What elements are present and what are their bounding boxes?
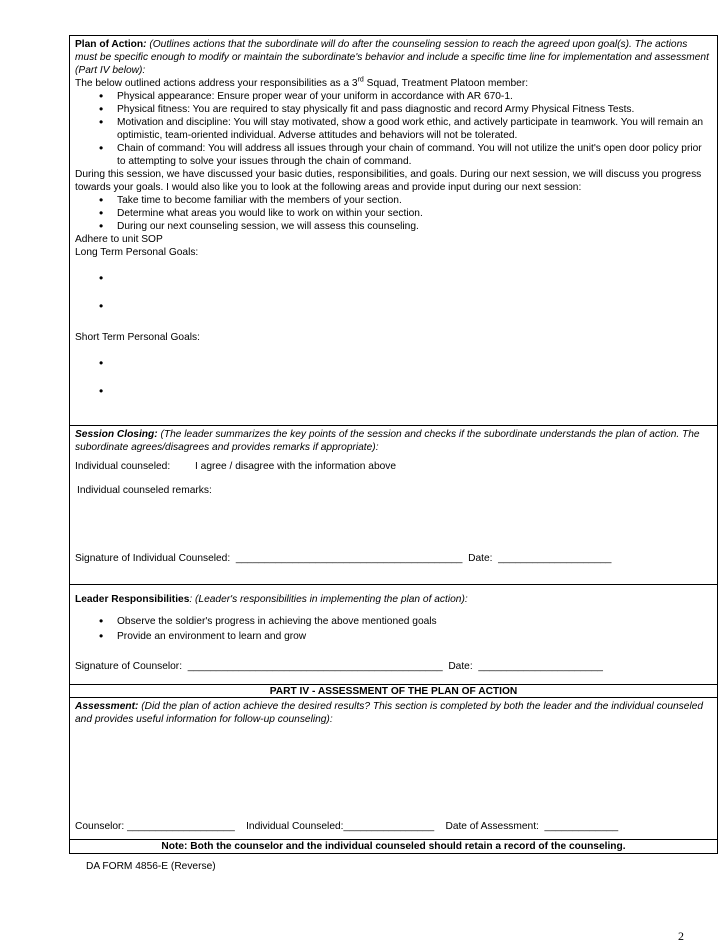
short-term-goals-label: Short Term Personal Goals: bbox=[75, 332, 200, 343]
session-closing-section bbox=[70, 426, 717, 585]
list-item: • Chain of command: You will address all issues through your chain of command. You will not utilize the unit's open door policy prior to attempting to solve your issues through the chain of command. bbox=[117, 142, 712, 168]
goal-field[interactable] bbox=[117, 357, 712, 385]
responsibilities-list bbox=[75, 90, 712, 168]
adhere-text: Adhere to unit SOP bbox=[75, 234, 163, 245]
session-text: During this session, we have discussed your basic duties, responsibilities, and goals. During our next session, we will discuss you progress towards your goals. I would also like you to look at the following areas and provide input during our next session: bbox=[75, 169, 702, 193]
long-term-goals-list bbox=[75, 272, 712, 328]
closing-instructions: Session Closing: (The leader summarizes the key points of the session and checks if the subordinate understands the plan of action. The subordinate agrees/disagrees and provides remarks if appropriate): bbox=[75, 429, 700, 453]
plan-heading: Plan of Action bbox=[75, 39, 144, 50]
agree-disagree-option[interactable]: I agree / disagree with the information above bbox=[195, 461, 397, 472]
short-term-goals-list bbox=[75, 357, 712, 413]
list-item: • Take time to become familiar with the members of your section. bbox=[117, 194, 712, 207]
leader-responsibilities-section bbox=[70, 585, 717, 685]
list-item: • Physical appearance: Ensure proper wear of your uniform in accordance with AR 670-1. bbox=[117, 90, 712, 103]
closing-heading: Session Closing: bbox=[75, 429, 158, 440]
leader-list bbox=[75, 615, 712, 643]
assessment-heading: Assessment: bbox=[75, 701, 139, 712]
plan-instructions-text: (Outlines actions that the subordinate will do after the counseling session to reach the agreed upon goal(s). The actions must be specific enough to modify or maintain the subordinate's behavior and include a specific time line for implementation and assessment (Part IV below): bbox=[75, 39, 709, 76]
individual-label: Individual counseled: bbox=[75, 461, 171, 472]
list-item: • Observe the soldier's progress in achieving the above mentioned goals bbox=[117, 615, 712, 628]
list-item: • Provide an environment to learn and grow bbox=[117, 630, 712, 643]
long-term-goals-label: Long Term Personal Goals: bbox=[75, 247, 199, 258]
list-item: • During our next counseling session, we will assess this counseling. bbox=[117, 220, 712, 233]
leader-instructions: Leader Responsibilities: (Leader's responsibilities in implementing the plan of action): bbox=[75, 594, 468, 605]
list-item: • Motivation and discipline: You will stay motivated, show a good work ethic, and actively participate in teamwork. You will remain an optimistic, team-oriented individual. Adverse attitudes and behaviors will not be tolerated. bbox=[117, 116, 712, 142]
goal-field[interactable] bbox=[117, 272, 712, 300]
assessment-instructions: Assessment: (Did the plan of action achieve the desired results? This section is completed by both the leader and the individual counseled and provides useful information for follow-up counseling): bbox=[75, 701, 704, 725]
part4-title: PART IV - ASSESSMENT OF THE PLAN OF ACTION bbox=[70, 685, 717, 698]
remarks-label: Individual counseled remarks: bbox=[77, 485, 212, 496]
list-item: • Physical fitness: You are required to stay physically fit and pass diagnostic and record Army Physical Fitness Tests. bbox=[117, 103, 712, 116]
plan-of-action-section bbox=[70, 36, 717, 426]
counseling-form bbox=[69, 35, 718, 854]
assessment-signature-line[interactable]: Counselor: ___________________ Individual Counseled:________________ Date of Assessment: _____________ bbox=[75, 821, 619, 832]
list-item: • Determine what areas you would like to work on within your section. bbox=[117, 207, 712, 220]
goal-field[interactable] bbox=[117, 385, 712, 413]
goal-field[interactable] bbox=[117, 300, 712, 328]
page-number: 2 bbox=[678, 929, 684, 943]
plan-instructions: Plan of Action: (Outlines actions that the subordinate will do after the counseling session to reach the agreed upon goal(s). The actions must be specific enough to modify or maintain the subordinate's behavior and include a specific time line for implementation and assessment (Part IV below): bbox=[75, 39, 709, 76]
agreement-row bbox=[75, 460, 712, 473]
individual-signature-line[interactable]: Signature of Individual Counseled: ________________________________________ Date: ____________________ bbox=[75, 553, 612, 564]
counselor-signature-line[interactable]: Signature of Counselor: _____________________________________________ Date: ______________________ bbox=[75, 661, 603, 672]
leader-heading: Leader Responsibilities bbox=[75, 594, 190, 605]
retention-note: Note: Both the counselor and the individual counseled should retain a record of the counseling. bbox=[161, 841, 626, 852]
form-label: DA FORM 4856-E (Reverse) bbox=[86, 861, 216, 872]
next-session-list bbox=[75, 194, 712, 233]
plan-intro: The below outlined actions address your responsibilities as a 3rd Squad, Treatment Platoon member: bbox=[75, 76, 529, 89]
assessment-section bbox=[70, 698, 717, 840]
